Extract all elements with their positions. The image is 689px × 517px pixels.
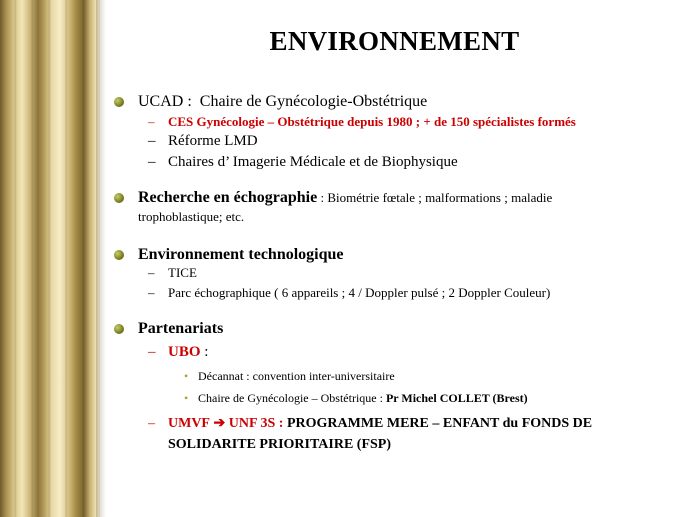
partner-umvf: [112, 413, 677, 455]
ubo-item-decannat: [112, 365, 677, 387]
slide-content: [112, 92, 677, 455]
slide-title: ENVIRONNEMENT: [269, 26, 520, 56]
umvf-text-1: PROGRAMME MERE – ENFANT du FONDS DE: [286, 416, 593, 431]
ubo-item-bold: Pr Michel COLLET (Brest): [385, 391, 528, 405]
bullet-dot-icon: [114, 97, 124, 107]
partner-ubo: [112, 343, 677, 362]
ucad-item-ces: [112, 113, 677, 131]
techno-item-text: TICE: [168, 265, 197, 280]
partenariats-heading: Partenariats: [138, 320, 224, 337]
ucad-label: UCAD :: [138, 93, 192, 110]
techno-item-text: Parc échographique ( 6 appareils ; 4 / Doppler pulsé ; 2 Doppler Couleur): [168, 285, 551, 300]
ucad-heading: Chaire de Gynécologie-Obstétrique: [199, 93, 428, 110]
dash-icon: –: [148, 114, 155, 129]
ucad-item-text: CES Gynécologie – Obstétrique depuis 1980 ; + de 150 spécialistes formés: [168, 114, 576, 129]
umvf-label: UMVF: [168, 416, 210, 431]
dash-icon: –: [148, 416, 155, 431]
bullet-dot-icon: [114, 193, 124, 203]
ucad-item-text: Chaires d’ Imagerie Médicale et de Biophysique: [168, 154, 458, 170]
recherche-text-1: : Biométrie fœtale ; malformations ; maladie: [317, 190, 553, 205]
bullet-recherche: [112, 188, 677, 226]
ubo-item-text: Décannat : convention inter-universitaire: [198, 369, 395, 383]
bullet-techno: [112, 245, 677, 264]
recherche-heading: Recherche en échographie: [138, 189, 318, 206]
dash-icon: –: [148, 154, 156, 170]
ubo-label: UBO: [168, 344, 201, 360]
techno-heading: Environnement technologique: [138, 246, 344, 263]
dash-icon: –: [148, 133, 156, 149]
umvf-text-2: SOLIDARITE PRIORITAIRE (FSP): [168, 437, 391, 452]
dash-icon: –: [148, 285, 155, 300]
bullet-dot-icon: [114, 250, 124, 260]
techno-item-parc: [112, 284, 677, 302]
arrow-right-icon: ➔: [213, 416, 226, 431]
bullet-partenariats: [112, 319, 677, 338]
ucad-item-lmd: [112, 132, 677, 151]
ubo-item-chaire: [112, 387, 677, 409]
decorative-pillar: [0, 0, 100, 517]
ubo-item-text: Chaire de Gynécologie – Obstétrique :: [198, 391, 386, 405]
bullet-dot-icon: [114, 324, 124, 334]
dash-icon: –: [148, 344, 156, 360]
sub-bullet-icon: •: [184, 369, 189, 383]
dash-icon: –: [148, 265, 155, 280]
unf3s-label: UNF 3S :: [225, 416, 287, 431]
bullet-ucad: [112, 92, 677, 111]
ubo-suffix: :: [200, 344, 209, 360]
pillar-shadow: [96, 0, 106, 517]
ucad-item-chaires: [112, 153, 677, 172]
ucad-item-text: Réforme LMD: [168, 133, 258, 149]
recherche-text-2: trophoblastique; etc.: [138, 209, 245, 224]
sub-bullet-icon: •: [184, 391, 189, 405]
techno-item-tice: [112, 264, 677, 282]
